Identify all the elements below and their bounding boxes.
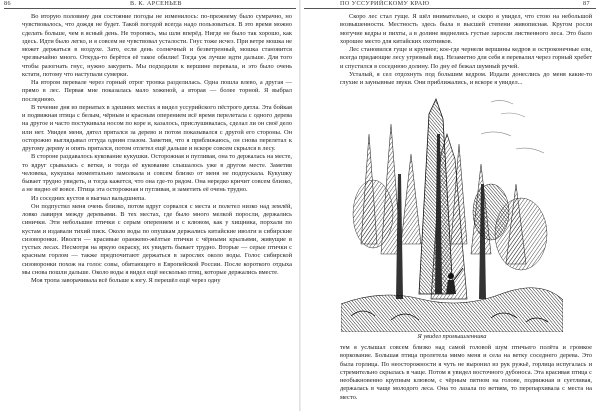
body-text bbox=[22, 13, 292, 411]
paragraph: Усталый, я сел отдохнуть под большим кедром. Издали донеслись до меня какие-то глухие и заунывные звуки. Они приближались, и вскоре я увидел... bbox=[340, 70, 592, 86]
header-rule bbox=[4, 8, 296, 9]
paragraph: В течение дня из пернатых в здешних местах я видел уссурийского пёстрого дятла. Эта бойкая и подвижная птица с белым, чёрным и красным оперением всё время перелетала с одного дерева на другое и часто постукивала носом по коре и, казалось, прислушивалась, сделал ли он своё дело или нет. Увидев меня, дятел прятался за дерево и потом показывался с другой его стороны. Он осторожно выглядывал оттуда одним глазом. Заметив, что я приближаюсь, он снова перелетал к другому дереву и опять прятался, потом отлетел ещё дальше и вскоре совсем скрылся в лесу. bbox=[22, 103, 292, 152]
paragraph: На втором перевале через горный отрог тропка разделилась. Одна пошла влево, а другая — прямо в лес. Первая мне показалась мало хоженой, а вторая — более торной. Я выбрал последнюю. bbox=[22, 79, 292, 103]
header-rule bbox=[304, 8, 596, 9]
page-number: 86 bbox=[4, 0, 11, 7]
page-number: 87 bbox=[583, 0, 590, 7]
running-head: ПО УССУРИЙСКОМУ КРАЮ bbox=[340, 0, 430, 7]
paragraph: Лес становился гуще и крупнее; кое-где чернели вершины кедров и остроконечные ели, всегда придающие лесу угрюмый вид. Незаметно для себя я перевалил через горный хребет и спустился в соседнюю долину. По дну её бежал шумный ручей. bbox=[340, 46, 592, 70]
paragraph: Во вторую половину дня состояние погоды не изменилось: по-прежнему было сумрачно, но чувствовалось, что дождя не будет. Такой погодой всегда надо пользоваться. В это время можно сделать больше, чем в ясный день. Не торопясь, мы шли вперёд. Нигде не было так хорошо, как здесь. Идти было легко, и я совсем не чувствовал усталости. Гнус тоже исчез. При ветре мошка не может держаться в воздухе. Зато, если день солнечный и безветренный, мошка становится чрезвычайно много. Откуда-то берётся её такое обилие! Тогда уж лучше идти дальше. Для того чтобы разогнать гнус, нужно закурить. Мы подходили к вершине перевала, и это было очень кстати, потому что наступали сумерки. bbox=[22, 13, 292, 78]
paragraph: Из соседних кустов я выгнал вальдшнепа. bbox=[31, 194, 146, 202]
figure-caption: Я увидел промышленника bbox=[417, 333, 487, 340]
book-gutter bbox=[299, 0, 301, 411]
body-text bbox=[340, 13, 592, 93]
body-text bbox=[340, 344, 592, 411]
forest-illustration bbox=[341, 94, 563, 332]
paragraph: Он подпустил меня очень близко, потом вдруг сорвался с места и полетел низко над землёй, ловко лавируя между деревьями. В тех местах, где было много мелкой поросли, держались синички. Эти небольшие птички с серым оперением и с клювом, как у хищника, порхали по кустам и издавали тихий писк. Около воды по опушкам держались китайские иволги и сибирские сизоворонки. Иволги — красивые оранжево-жёлтые птички с чёрными крыльями, живущие в густых лесах. Несмотря на яркую окраску, их увидеть бывает трудно. Вторые — серые птички с красным горлом — также предпочитают держаться в зарослях около воды. Голос сибирской сизоворонки похож на голос совы, обитающего в Европейской России. После короткого отдыха мы снова пошли дальше. Около воды я видел ещё несколько птиц, которые держались вместе. bbox=[22, 202, 292, 276]
running-head: В. К. АРСЕНЬЕВ bbox=[130, 0, 182, 7]
paragraph: В стороне раздавалось кукование кукушки. Осторожная и пугливая, она то держалась на месте, то вдруг срывалась с ветки, и тогда её кукование слышалось уже в другом месте. Заметив человека, кукушка моментально замолкала и совсем близко от меня не подпускала. Кукушку бывает трудно увидеть, и тогда кажется, что она где-то рядом. Она нередко кричит совсем близко, а не видно её вовсе. Птица эта осторожная и пугливая, и заметить её очень трудно. bbox=[22, 153, 292, 194]
paragraph: Моя тропа заворачивала всё больше к югу. Я перешёл ещё через одну bbox=[31, 277, 221, 284]
paragraph: Скоро лес стал гуще. Я шёл внимательно, и скоро я увидел, что стою на небольшой возвышенности. Местность здесь была в высшей степени живописная. Кругом росли могучие кедры и пихты, а в долине виднелись густые заросли лиственного леса. Это было хорошее место для китайских охотников. bbox=[340, 13, 592, 45]
paragraph: тем я услышал совсем близко над самой головой шум птичьего полёта и громкое воркование. Большая птица пролетела мимо меня и села на ветку соседнего дерева. Это была горлица. По неосторожности я чуть не выронил из рук ружьё, горлица испугалась и стремительно скрылась в чаще. Потом я увидел восточного дубоноса. Эта красивая птица с необыкновенно крупным клювом, с чёрным пятном на голове, подвижная и суетливая, держалась в чаще молодого леса. Она то лазала по ветвям, то перепархивала с места на место. bbox=[340, 344, 592, 401]
